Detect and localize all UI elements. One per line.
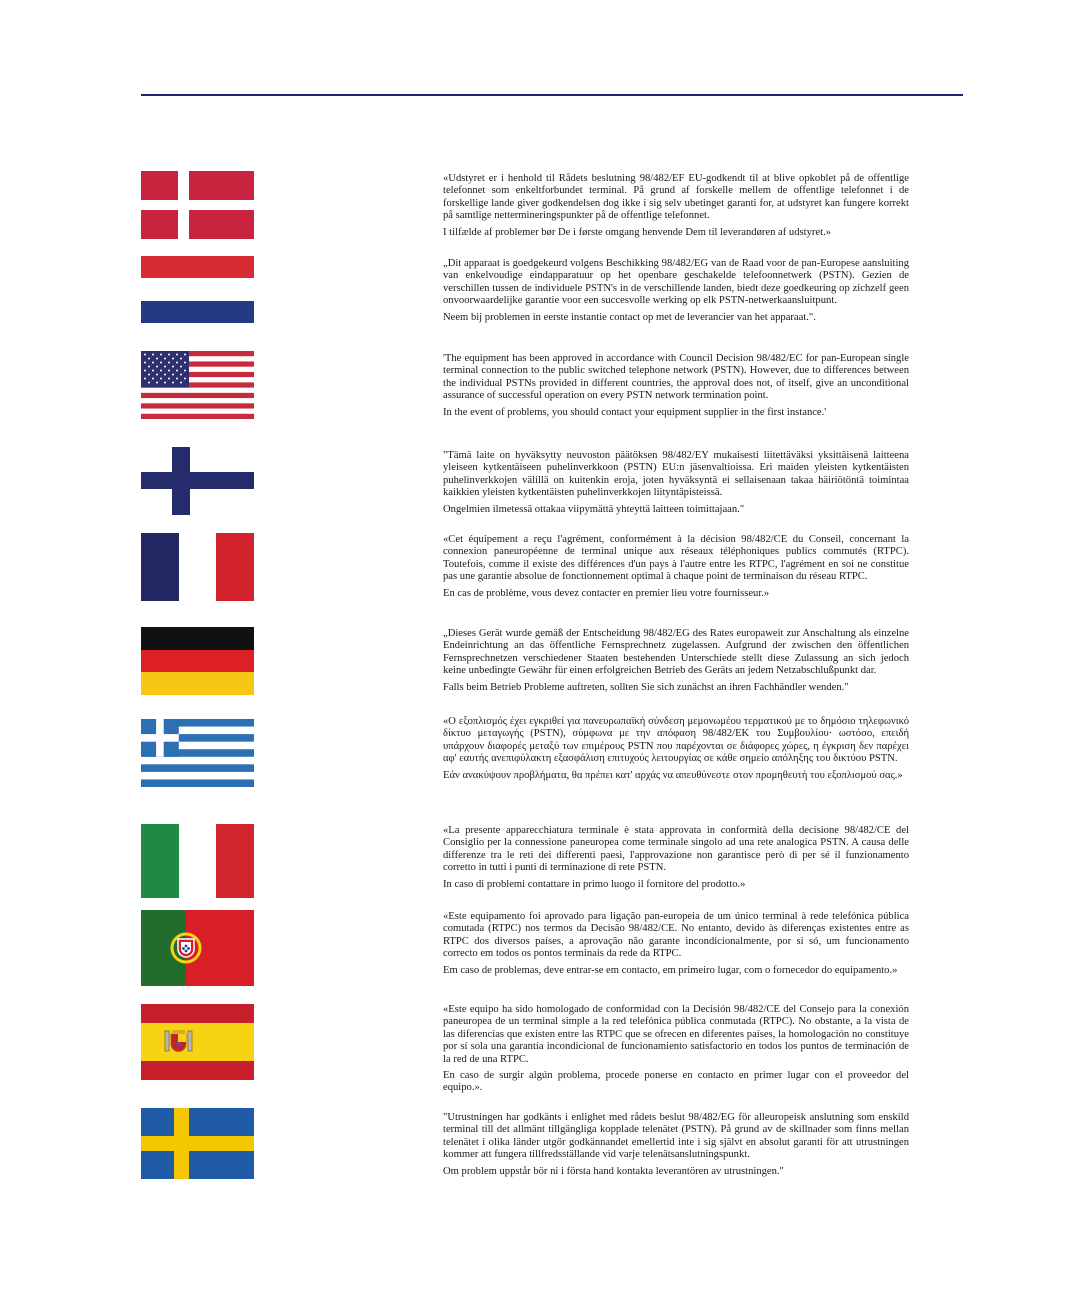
germany-flag-icon — [141, 627, 254, 695]
notice-body: 'The equipment has been approved in accordance with Council Decision 98/482/EC for pan-European single terminal connection to the public switched telephone network (PSTN). However, due to differences between the individual PSTNs provided in different countries, the approval does not, of itself, give an unconditional assurance of successful operation on every PSTN network termination point. — [443, 353, 909, 402]
notice-contact: En caso de surgir algún problema, procede ponerse en contacto en primer lugar con el proveedor del equipo.». — [443, 1070, 909, 1094]
notice-contact: Falls beim Betrieb Probleme auftreten, sollten Sie sich zunächst an ihren Fachhändler wenden." — [443, 681, 849, 693]
notice-contact: Om problem uppstår bör ni i första hand kontakta leverantören av utrustningen." — [443, 1165, 784, 1177]
sweden-flag-icon — [141, 1108, 254, 1179]
notice-body: «Este equipamento foi aprovado para ligação pan-europeia de um único terminal à rede telefónica pública comutada (RTPC) nos termos da Decisão 98/482/CE. No entanto, devido às diferenças existentes entre as RTPC dos diversos países, a aprovação não garante incondicionalmente, por si só, um funcionamento correcto em todos os pontos terminais da rede da RTPC. — [443, 911, 909, 960]
notice-body: «Ο εξοπλισμός έχει εγκριθεί για πανευρωπαϊκή σύνδεση μεμονωμέου τερματικού με το δημόσιο τηλεφωνικό δίκτυο μεταγωγής (PSTN), σύμφωνα με την απόφαση 98/482/ΕΚ του Συμβουλίου· ωστόσο, επειδή υπάρχουν διαφορές μεταξύ των επιμέρους PSTN που παρέχονται σε διάφορες χώρες, η έγκριση δεν παρέχει αφ' εαυτής ανεπιφύλακτη εξασφάλιση επιτυχούς λειτουργίας σε κάθε σημείο απόληξης του δικτύου PSTN. — [443, 716, 909, 765]
denmark-flag-icon — [141, 171, 254, 239]
notice-france — [443, 534, 909, 600]
notice-finland — [443, 450, 909, 516]
notice-contact: En cas de problème, vous devez contacter en premier lieu votre fournisseur.» — [443, 587, 770, 599]
notice-netherlands — [443, 258, 909, 324]
italy-flag-icon — [141, 824, 254, 898]
usa-flag-icon — [141, 351, 254, 419]
notice-contact: Neem bij problemen in eerste instantie contact op met de leverancier van het apparaat.". — [443, 311, 816, 323]
notice-usa — [443, 353, 909, 419]
finland-flag-icon — [141, 447, 254, 515]
notice-body: «Cet équipement a reçu l'agrément, conformément à la décision 98/482/CE du Conseil, concernant la connexion paneuropéenne de terminal unique aux réseaux téléphoniques publics commutés (RTPC). Toutefois, comme il existe des différences d'un pays à l'autre entre les RTPC, l'agrément en soi ne constitue pas une garantie absolue de fonctionnement optimal à chaque point de terminaison du réseau RTPC. — [443, 534, 909, 583]
notice-denmark — [443, 173, 909, 239]
notice-body: «Udstyret er i henhold til Rådets beslutning 98/482/EF EU-godkendt til at blive opkoblet på de offentlige telefonnet som enkeltforbundet terminal. På grund af forskelle mellem de offentlige telefonnet i de forskellige lande giver godkendelsen dog ikke i sig selv ubetinget garanti for, at udstyret kan fungere korrekt på samtlige nettermineringspunkter på de offentlige telefonnet. — [443, 173, 909, 222]
notice-contact: In the event of problems, you should contact your equipment supplier in the first instance.' — [443, 406, 827, 418]
notice-germany — [443, 628, 909, 694]
notice-body: „Dit apparaat is goedgekeurd volgens Beschikking 98/482/EG van de Raad voor de pan-Europese aansluiting van enkelvoudige eindapparatuur op het openbare geschakelde telefoonnetwerk (PSTN). Gezien de verschillen tussen de individuele PSTN's in de verschillende landen, biedt deze goedkeuring op zichzelf geen onvoorwaardelijke garantie voor een succesvolle werking op elk PSTN-netwerkaansluitpunt. — [443, 258, 909, 307]
header-rule — [141, 94, 963, 96]
notice-body: «Este equipo ha sido homologado de conformidad con la Decisión 98/482/CE del Consejo para la conexión paneuropea de un terminal simple a la red telefónica pública conmutada (RTPC). No obstante, a la vista de las diferencias que existen entre las RTPC que se ofrecen en diferentes países, la homologación no constituye por sí sola una garantía incondicional de funcionamiento satisfactorio en todos los puntos de terminación de la red de una RTPC. — [443, 1004, 909, 1065]
notice-spain — [443, 1004, 909, 1095]
netherlands-flag-icon — [141, 256, 254, 323]
spain-flag-icon — [141, 1004, 254, 1080]
portugal-flag-icon — [141, 910, 254, 986]
notice-portugal — [443, 911, 909, 977]
notice-contact: Εάν ανακύψουν προβλήματα, θα πρέπει κατ' αρχάς να απευθύνεστε στον προμηθευτή του εξοπλισμού σας.» — [443, 769, 903, 781]
notice-body: "Utrustningen har godkänts i enlighet med rådets beslut 98/482/EG för alleuropeisk anslutning som enskild terminal till det allmänt tillgängliga kopplade telenätet (PSTN). På grund av de skillnader som finns mellan telenätet i olika länder utgör godkännandet emellertid inte i sig självt en absolut garanti för att utrustningen kommer att fungera tillfredsställande vid varje telenätsanslutningspunkt. — [443, 1112, 909, 1161]
france-flag-icon — [141, 533, 254, 601]
notice-body: "Tämä laite on hyväksytty neuvoston päätöksen 98/482/EY mukaisesti liitettäväksi yksittäisenä laitteena yleiseen kytkentäiseen puhelinverkkoon (PSTN) EU:n jäsenvaltioissa. Eri maiden yleisten kytkentäisten puhelinverkkojen välillä on kuitenkin eroja, joten hyväksyntä ei sellaisenaan takaa häiriötöntä toimintaa kaikkien yleisten kytkentäisten puhelinverkkojen liityntäpisteissä. — [443, 450, 909, 499]
notice-contact: Em caso de problemas, deve entrar-se em contacto, em primeiro lugar, com o fornecedor do equipamento.» — [443, 964, 898, 976]
notice-body: «La presente apparecchiatura terminale è stata approvata in conformità della decisione 98/482/CE del Consiglio per la connessione paneuropea come terminale singolo ad una rete analogica PSTN. A causa delle differenze tra le reti dei differenti paesi, l'approvazione non garantisce però di per sé il funzionamento corretto in tutti i punti di terminazione di rete PSTN. — [443, 825, 909, 874]
notice-sweden — [443, 1112, 909, 1178]
notice-body: „Dieses Gerät wurde gemäß der Entscheidung 98/482/EG des Rates europaweit zur Anschaltung als einzelne Endeinrichtung an das öffentliche Fernsprechnetz zugelassen. Aufgrund der zwischen den öffentlichen Fernsprechnetzen verschiedener Staaten bestehenden Unterschiede stellt diese Zulassung an sich jedoch keine unbedingte Gewähr für einen erfolgreichen Betrieb des Geräts an jedem Netzabschlußpunkt dar. — [443, 628, 909, 677]
notice-contact: In caso di problemi contattare in primo luogo il fornitore del prodotto.» — [443, 878, 746, 890]
notice-greece — [443, 716, 909, 782]
greece-flag-icon — [141, 719, 254, 787]
notice-italy — [443, 825, 909, 891]
notice-contact: Ongelmien ilmetessä ottakaa viipymättä yhteyttä laitteen toimittajaan." — [443, 503, 745, 515]
notice-contact: I tilfælde af problemer bør De i første omgang henvende Dem til leverandøren af udstyret.» — [443, 226, 832, 238]
